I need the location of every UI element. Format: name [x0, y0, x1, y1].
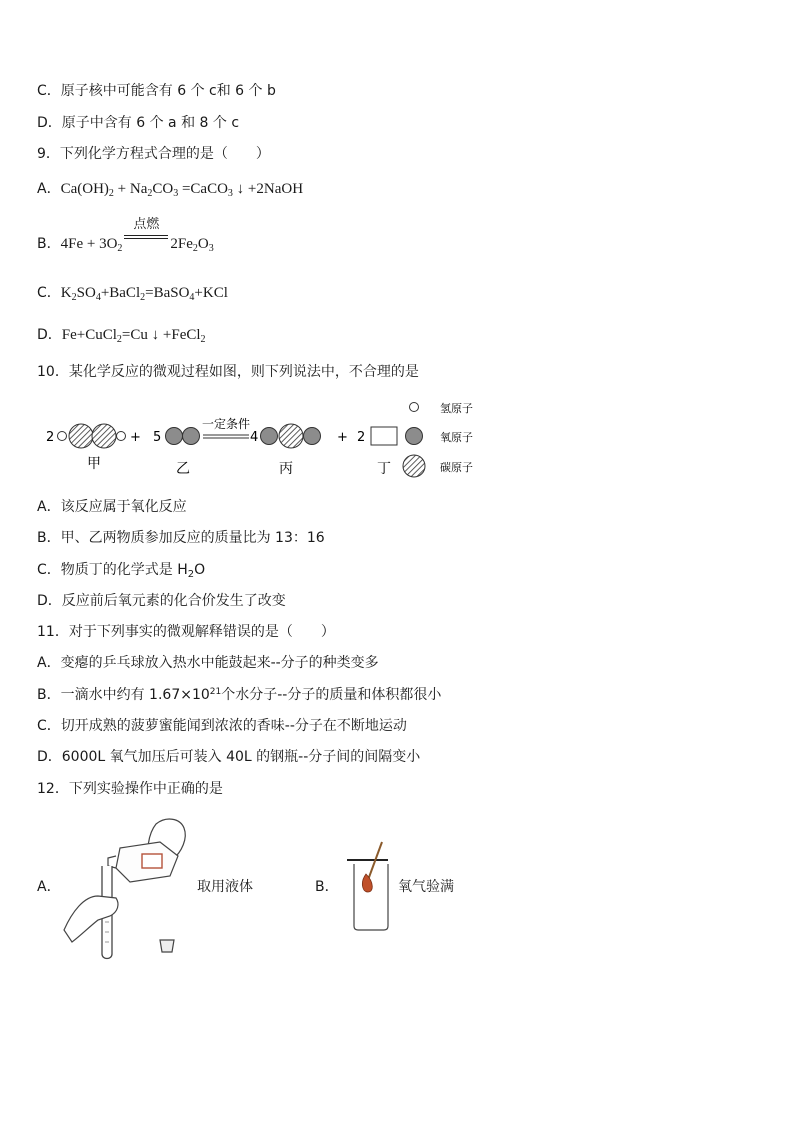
oxygen-atom [183, 428, 200, 445]
coef-jia: 2 [46, 430, 55, 445]
q9-option-a-label: A． [37, 181, 61, 197]
q9-stem: 9．下列化学方程式合理的是（ ） [37, 146, 270, 162]
label-jia: 甲 [87, 456, 101, 472]
bottle-label-icon [142, 854, 162, 868]
plus-sign: + [130, 430, 141, 445]
q12-option-a-caption: 取用液体 [197, 879, 253, 895]
q10-option-c-suffix: O [194, 562, 206, 578]
q9-option-b-label: B． [37, 236, 61, 252]
reaction-diagram [37, 392, 497, 487]
label-ding: 丁 [377, 461, 391, 477]
label-yi: 乙 [176, 461, 190, 477]
q9-option-b [37, 217, 214, 254]
q11-option-b-suffix: 个水分子--分子的质量和体积都很小 [221, 687, 442, 703]
q11-option-b [37, 686, 441, 704]
q10-option-c-formula: H [177, 562, 188, 578]
q9-option-c-label: C． [37, 285, 61, 301]
legend-hydrogen-icon [410, 403, 419, 412]
q10-option-d: D．反应前后氧元素的化合价发生了改变 [37, 593, 286, 609]
q11-option-b-prefix: B．一滴水中约有 1.67×10 [37, 687, 210, 703]
q11-option-c: C．切开成熟的菠萝蜜能闻到浓浓的香味--分子在不断地运动 [37, 718, 407, 734]
legend-hydrogen-label: 氢原子 [440, 402, 473, 415]
q9-option-b-equation: $4Fe + 3O_2$ 点燃 $2Fe_2O_3$ [60, 217, 214, 254]
carbon-atom [279, 424, 303, 448]
q11-stem: 11．对于下列事实的微观解释错误的是（ ） [37, 624, 335, 640]
reaction-arrow [124, 217, 168, 250]
legend [403, 401, 473, 477]
carbon-atom [92, 424, 116, 448]
legend-oxygen-label: 氧原子 [440, 431, 473, 444]
q10-option-c [37, 561, 205, 579]
hydrogen-atom [117, 432, 126, 441]
label-bing: 丙 [279, 461, 293, 477]
q11-option-a: A．变瘪的乒乓球放入热水中能鼓起来--分子的种类变多 [37, 655, 379, 671]
oxygen-atom [261, 428, 278, 445]
q9-option-a [37, 180, 303, 198]
q10-option-c-subscript: 2 [187, 569, 195, 580]
molecule-jia [58, 424, 126, 448]
hydrogen-atom [58, 432, 67, 441]
q8-option-c: C．原子核中可能含有 6 个 c和 6 个 b [37, 83, 276, 99]
q12-stem: 12．下列实验操作中正确的是 [37, 781, 223, 797]
q12-option-b-caption: 氧气验满 [398, 879, 454, 895]
oxygen-test-illustration [344, 840, 396, 932]
q9-option-d-label: D． [37, 327, 62, 343]
coef-bing: 4 [250, 430, 259, 445]
oxygen-atom [166, 428, 183, 445]
unknown-box [371, 427, 397, 445]
coef-yi: 5 [153, 430, 162, 445]
plus-sign: + [337, 430, 348, 445]
legend-carbon-label: 碳原子 [440, 461, 473, 474]
q12-option-a-label: A． [37, 879, 61, 895]
oxygen-atom [304, 428, 321, 445]
legend-carbon-icon [403, 455, 425, 477]
molecule-yi [166, 428, 200, 445]
coef-ding: 2 [357, 430, 366, 445]
condition-text: 点燃 [133, 217, 160, 232]
carbon-atom [69, 424, 93, 448]
q9-option-d [37, 326, 206, 344]
q8-option-d: D．原子中含有 6 个 a 和 8 个 c [37, 115, 240, 131]
q9-option-a-equation: $Ca(OH)_2 + Na_2CO_3$ =CaCO$_3$ ↓ +2NaOH [60, 181, 304, 199]
q12-option-b-label: B． [315, 879, 339, 895]
condition-text: 一定条件 [202, 417, 251, 431]
q10-stem: 10．某化学反应的微观过程如图，则下列说法中，不合理的是 [37, 364, 419, 380]
q9-option-c [37, 284, 228, 302]
q9-option-c-equation: $K_2SO_4+BaCl_2=BaSO_4+KCl$ [60, 285, 228, 303]
q11-option-d: D．6000L 氧气加压后可装入 40L 的钢瓶--分子间的间隔变小 [37, 749, 421, 765]
stopper-icon [160, 940, 174, 952]
pour-liquid-illustration [58, 812, 198, 962]
q9-option-d-equation: Fe+CuCl$_2$=Cu ↓ +FeCl$_2$ [61, 327, 206, 345]
q10-option-a: A．该反应属于氧化反应 [37, 499, 187, 515]
molecule-bing [261, 424, 321, 448]
legend-oxygen-icon [406, 428, 423, 445]
q11-option-b-exponent: 21 [209, 687, 222, 697]
q10-option-c-prefix: C．物质丁的化学式是 [37, 562, 178, 578]
q10-option-b: B．甲、乙两物质参加反应的质量比为 13：16 [37, 530, 325, 546]
